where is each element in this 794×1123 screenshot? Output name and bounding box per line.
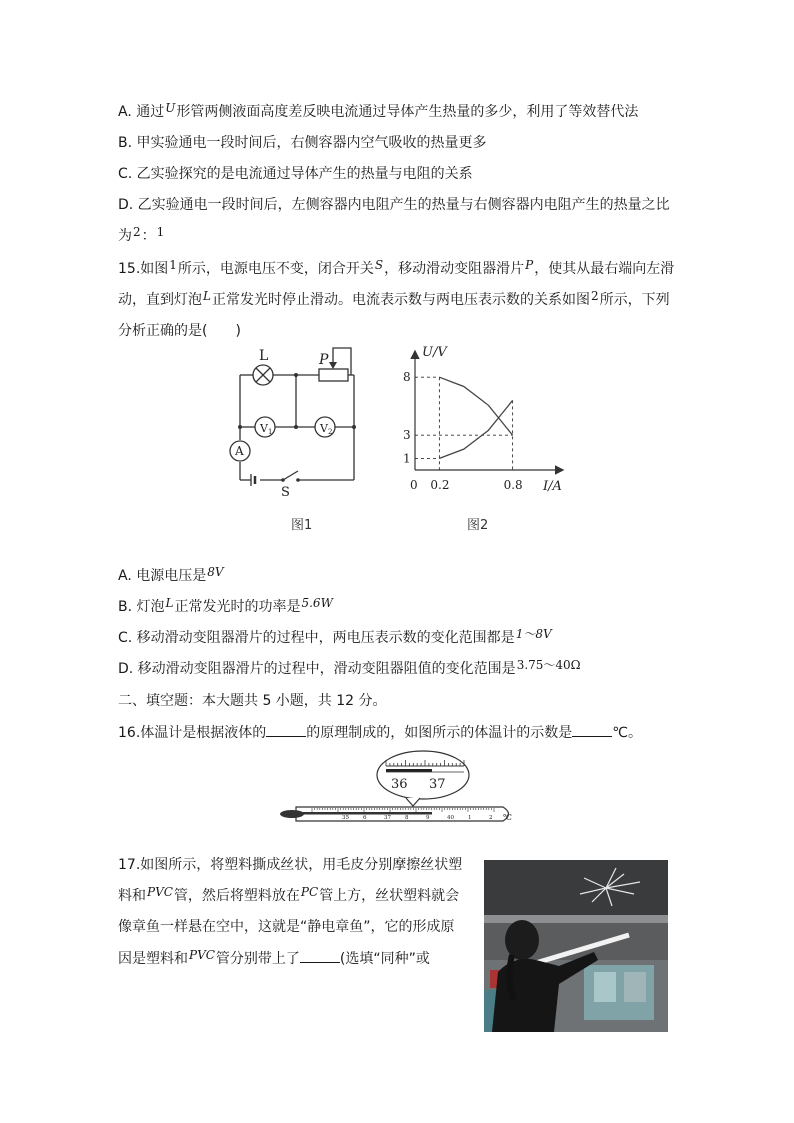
lamp-label: L bbox=[259, 348, 269, 364]
q15-stem-line1: 15.如图1所示，电源电压不变，闭合开关S，移动滑动变阻器滑片P，使其从最右端向左滑 bbox=[118, 258, 675, 277]
q14-option-a: A. 通过U形管两侧液面高度差反映电流通过导体产生热量的多少，利用了等效替代法 bbox=[118, 101, 639, 120]
ammeter-label: A bbox=[235, 444, 244, 458]
y-tick-label: 3 bbox=[403, 428, 411, 443]
q15-option-c: C. 移动滑动变阻器滑片的过程中，两电压表示数的变化范围都是1～8V bbox=[118, 627, 552, 646]
thermometer-scale-label: 1 bbox=[468, 815, 472, 821]
q14-option-c: C. 乙实验探究的是电流通过导体产生的热量与电阻的关系 bbox=[118, 166, 473, 182]
q15-option-a: A. 电源电压是8V bbox=[118, 565, 224, 584]
thermometer-scale-label: 2 bbox=[489, 815, 493, 821]
figure2-caption: 图2 bbox=[467, 518, 489, 533]
q16-stem: 16.体温计是根据液体的 的原理制成的，如图所示的体温计的示数是 ℃。 bbox=[118, 722, 642, 743]
thermometer-scale-label: 37 bbox=[384, 815, 391, 821]
series-1-line bbox=[439, 377, 512, 435]
magnifier-36: 36 bbox=[391, 777, 408, 792]
v1-label: V1 bbox=[260, 422, 273, 436]
thermometer-scale-label: 35 bbox=[342, 815, 349, 821]
symbol-u: U bbox=[165, 101, 176, 115]
answer-blank[interactable] bbox=[266, 722, 306, 737]
q15-stem-line3: 分析正确的是( ) bbox=[118, 323, 241, 339]
q15-stem-line2: 动，直到灯泡L正常发光时停止滑动。电流表示数与两电压表示数的关系如图2所示，下列 bbox=[118, 289, 670, 308]
q15-option-b: B. 灯泡L正常发光时的功率是5.6W bbox=[118, 596, 333, 615]
magnifier-37: 37 bbox=[429, 777, 446, 792]
thermometer-unit: ℃ bbox=[503, 813, 512, 822]
switch-label: S bbox=[281, 485, 290, 500]
thermometer-scale-label: 40 bbox=[447, 815, 454, 821]
thermometer-scale-label: 6 bbox=[363, 815, 367, 821]
origin-label: 0 bbox=[410, 478, 418, 492]
u-i-graph bbox=[400, 340, 580, 540]
q17-line4: 因是塑料和PVC管分别带上了 (选填“同种”或 bbox=[118, 948, 430, 967]
section-heading: 二、填空题：本大题共 5 小题，共 12 分。 bbox=[118, 693, 387, 709]
static-octopus-photo bbox=[484, 860, 668, 1032]
x-tick-label: 0.8 bbox=[503, 478, 523, 492]
y-tick-label: 8 bbox=[403, 370, 411, 385]
q15-option-d: D. 移动滑动变阻器滑片的过程中，滑动变阻器阻值的变化范围是3.75～40Ω bbox=[118, 658, 581, 677]
thermometer-scale-label: 9 bbox=[426, 815, 430, 821]
y-axis-label: U/V bbox=[422, 345, 447, 360]
q14-option-d-line2: 为2：1 bbox=[118, 225, 165, 244]
q17-line3: 像章鱼一样悬在空中，这就是“静电章鱼”，它的形成原 bbox=[118, 919, 455, 935]
q17-line1: 17.如图所示，将塑料撕成丝状，用毛皮分别摩擦丝状塑 bbox=[118, 857, 463, 873]
slider-label: P bbox=[319, 352, 329, 368]
q14-option-b: B. 甲实验通电一段时间后，右侧容器内空气吸收的热量更多 bbox=[118, 135, 487, 151]
answer-blank[interactable] bbox=[300, 948, 340, 963]
thermometer-figure bbox=[278, 750, 518, 830]
answer-blank[interactable] bbox=[572, 722, 612, 737]
q14-option-d-line1: D. 乙实验通电一段时间后，左侧容器内电阻产生的热量与右侧容器内电阻产生的热量之比 bbox=[118, 197, 670, 213]
thermometer-scale-label: 8 bbox=[405, 815, 409, 821]
circuit-diagram bbox=[220, 340, 380, 540]
y-tick-label: 1 bbox=[403, 451, 411, 466]
x-axis-label: I/A bbox=[543, 479, 562, 494]
v2-label: V2 bbox=[320, 422, 333, 436]
q17-line2: 料和PVC管，然后将塑料放在PC管上方，丝状塑料就会 bbox=[118, 885, 460, 904]
series-2-line bbox=[439, 400, 512, 458]
x-tick-label: 0.2 bbox=[430, 478, 450, 492]
figure1-caption: 图1 bbox=[291, 518, 313, 533]
